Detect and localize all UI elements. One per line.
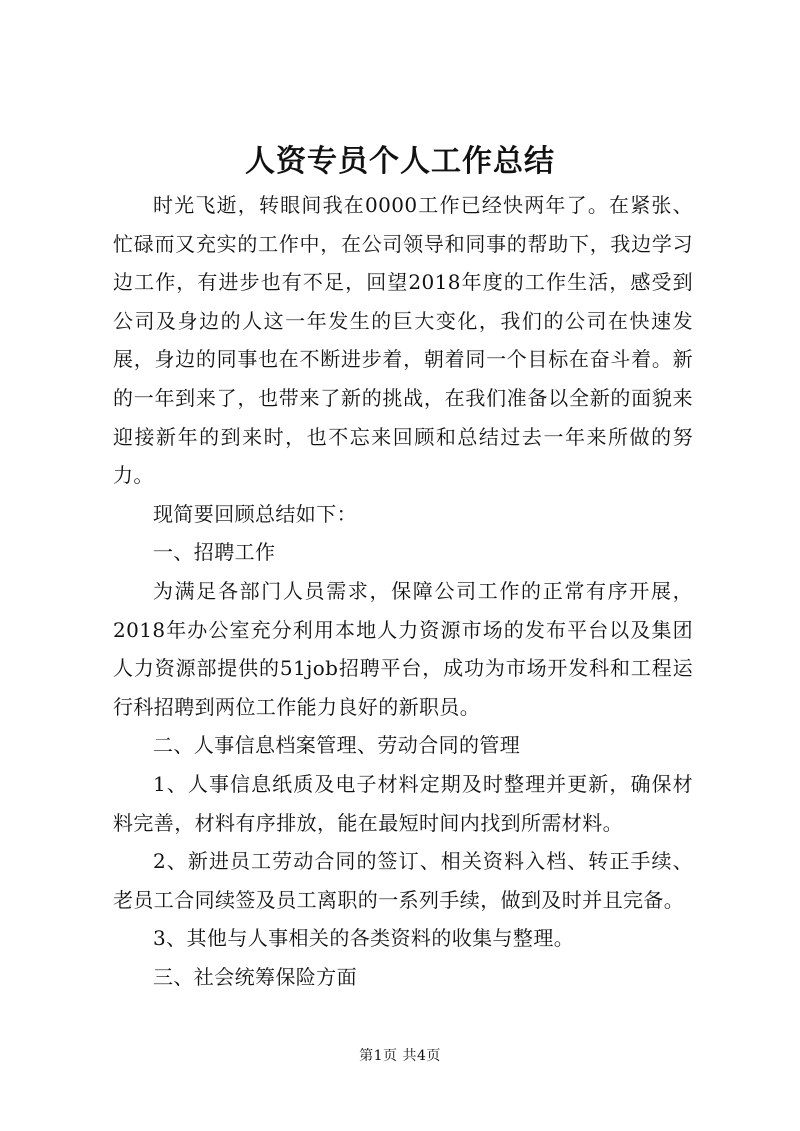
paragraph-item-3: 3、其他与人事相关的各类资料的收集与整理。 [153,926,575,951]
paragraph-recruitment: 为满足各部门人员需求，保障公司工作的正常有序开展，2018年办公室充分利用本地人力资源市场的发布平台以及集团人力资源部提供的51job招聘平台，成功为市场开发科和工程运行科招聘到两位工作能力良好的新职员。 [113,578,693,719]
paragraph-summary-lead: 现简要回顾总结如下： [153,501,357,526]
page-number-footer: 第1页 共4页 [359,1048,441,1064]
section-heading-social-insurance: 三、社会统筹保险方面 [153,964,357,989]
section-heading-personnel-records: 二、人事信息档案管理、劳动合同的管理 [153,733,521,758]
document-body [113,186,693,996]
paragraph-item-2: 2、新进员工劳动合同的签订、相关资料入档、转正手续、老员工合同续签及员工离职的一系列手续，做到及时并且完备。 [113,849,693,912]
paragraph-item-1: 1、人事信息纸质及电子材料定期及时整理并更新，确保材料完善，材料有序排放，能在最短时间内找到所需材料。 [113,771,693,835]
section-heading-recruitment: 一、招聘工作 [153,540,276,565]
paragraph-intro: 时光飞逝，转眼间我在0000工作已经快两年了。在紧张、忙碌而又充实的工作中，在公司领导和同事的帮助下，我边学习边工作，有进步也有不足，回望2018年度的工作生活，感受到公司及身边的人这一年发生的巨大变化，我们的公司在快速发展，身边的同事也在不断进步着，朝着同一个目标在奋斗着。新的一年到来了，也带来了新的挑战，在我们准备以全新的面貌来迎接新年的到来时，也不忘来回顾和总结过去一年来所做的努力。 [113,193,693,488]
document-title: 人资专员个人工作总结 [245,144,555,179]
